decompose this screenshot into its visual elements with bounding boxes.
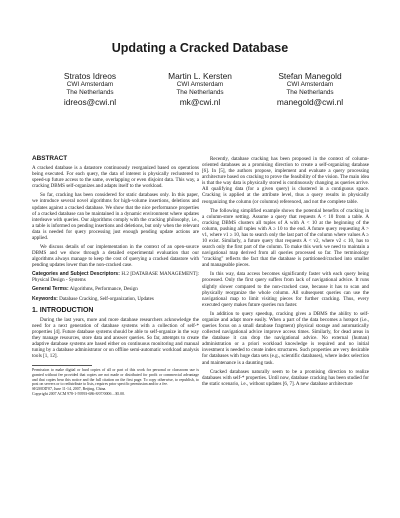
author-email: mk@cwi.nl bbox=[179, 96, 221, 107]
author-affiliation: CWI Amsterdam bbox=[176, 80, 224, 88]
body-paragraph: Cracked databases naturally seem to be a promising direction to realize databases with self-* properties. Until now, database cracking has been studied for the static scenario, i.e., without updates [6, 7]. A new database architecture bbox=[202, 368, 369, 387]
left-column bbox=[32, 156, 199, 396]
copyright-line: Copyright 2007 ACM 978-1-59593-686-8/07/0006 ...$5.00. bbox=[32, 391, 126, 396]
author-affiliation: CWI Amsterdam bbox=[66, 80, 114, 88]
introduction-heading: 1. INTRODUCTION bbox=[32, 306, 94, 314]
abstract-paragraph: A cracked database is a datastore continuously reorganized based on operations being executed. For each query, the data of interest is physically reclustered to speed-up future access to the same, overlapping or even disjoint data. This way, a cracking DBMS self-organizes and adapts itself to the workload. bbox=[32, 165, 199, 190]
author-block-3 bbox=[255, 72, 365, 106]
author-name: Stefan Manegold bbox=[278, 71, 342, 81]
body-paragraph: Recently, database cracking has been proposed in the context of column-oriented databases as a promising direction to create a self-organizing database [6]. In [5], the authors propose, implement and evaluate a query processing architecture based on cracking to prove the feasibility of the vision. The main idea is that the way data is physically stored is continuously changing as queries arrive. All qualifying data (for a given query) is clustered in a contiguous space. Cracking is applied at the attribute level, thus a query results in physically reorganizing the column (or columns) referenced, and not the complete table. bbox=[202, 156, 369, 205]
keywords-text: Database Cracking, Self-organization, Updates bbox=[59, 295, 154, 302]
body-paragraph: In this way, data access becomes significantly faster with each query being processed. Only the first query suffers from lack of navigational advice. It runs slightly slower compared to the non-cracked case, because it has to scan and physically reorganize the whole column. All subsequent queries can use the navigational map to limit visiting pieces for further cracking. Thus, every executed query makes future queries run faster. bbox=[202, 271, 369, 308]
author-block-2 bbox=[145, 72, 255, 106]
permission-notice: Permission to make digital or hard copies of all or part of this work for personal or classroom use is granted without fee provided that copies are not made or distributed for profit or commercial advantage and that copies bear this notice and the full citation on the first page. To copy otherwise, to republish, to post on servers or to redistribute to lists, requires prior specific permission and/or a fee. bbox=[32, 368, 199, 387]
author-email: manegold@cwi.nl bbox=[276, 96, 344, 107]
author-name: Martin L. Kersten bbox=[168, 71, 232, 81]
body-paragraph: In addition to query speedup, cracking gives a DBMS the ability to self-organize and adapt more easily. When a part of the data becomes a hotspot (i.e., queries focus on a small database fragment) physical storage and automatically collected navigational advice improve access times. Similarly, for dead areas in the database it can drop the navigational advice. No external (human) administration or a priori workload knowledge is required and no initial investment is needed to create index structures. Such properties are very desirable for databases with huge data sets (e.g., scientific databases), where index selection and maintenance is a daunting task. bbox=[202, 310, 369, 366]
author-block-1 bbox=[35, 72, 145, 106]
author-email: idreos@cwi.nl bbox=[63, 96, 117, 107]
author-country: The Netherlands bbox=[176, 89, 224, 97]
categories-line bbox=[32, 271, 199, 283]
general-terms-label: General Terms: bbox=[32, 286, 69, 293]
abstract-paragraph: So far, cracking has been considered for static databases only. In this paper, we introduce several novel algorithms for high-volume insertions, deletions and updates against a cracked database. We show that the nice performance properties of a cracked database can be maintained in a dynamic environment where updates interleave with queries. Our algorithms comply with the cracking philosophy, i.e., a table is informed on pending insertions and deletions, but only when the relevant data is needed for query processing just enough pending update actions are applied. bbox=[32, 192, 199, 241]
general-terms-text: Algorithms, Performance, Design bbox=[69, 286, 138, 293]
author-country: The Netherlands bbox=[286, 89, 334, 97]
categories-label: Categories and Subject Descriptors: bbox=[32, 271, 120, 278]
body-paragraph: The following simplified example shows the potential benefits of cracking in a column-store setting. Assume a query that requests A < 10 from a table. A cracking DBMS clusters all tuples of A with A < 10 at the beginning of the column, pushing all tuples with A ≥ 10 to the end. A future query requesting A > v1, where v1 ≥ 10, has to search only the last part of the column where values A ≥ 10 exist. Similarly, a future query that requests A < v2, where v2 ≤ 10, has to search only the first part of the column. To make this work we need to maintain a navigational map derived from all queries processed so far. The terminology "cracking" reflects the fact that the database is partitioned/cracked into smaller and manageable pieces. bbox=[202, 207, 369, 269]
abstract-paragraph: We discuss details of our implementation in the context of an open-source DBMS and we show through a detailed experimental evaluation that our algorithms always manage to keep the cost of querying a cracked datastore with pending updates lower than the non-cracked case. bbox=[32, 244, 199, 269]
general-terms-line bbox=[32, 286, 199, 292]
footnote-rule bbox=[32, 365, 92, 366]
right-column bbox=[202, 156, 369, 390]
author-name: Stratos Idreos bbox=[63, 71, 117, 81]
author-country: The Netherlands bbox=[66, 89, 114, 97]
intro-paragraph: During the last years, more and more database researchers acknowledge the need for a next generation of database systems with a collection of self-* properties [4]. Future database systems should be able to self-organize in the way they manage resources, store data and answer queries. So far, attempts to create adaptive database systems are based either on continuous monitoring and manual tuning by a database administrator or on offline semi-automatic workload analysis tools [1, 12]. bbox=[32, 316, 199, 360]
paper-title: Updating a Cracked Database bbox=[111, 41, 289, 55]
categories-text: H.2 [DATABASE MANAGEMENT]: Physical Design - Systems bbox=[32, 271, 199, 284]
keywords-line bbox=[32, 296, 199, 302]
abstract-heading: ABSTRACT bbox=[32, 155, 68, 162]
venue-line: SIGMOD'07, June 11-14, 2007, Beijing, China. bbox=[32, 387, 107, 392]
keywords-label: Keywords: bbox=[32, 295, 58, 302]
author-affiliation: CWI Amsterdam bbox=[286, 80, 334, 88]
